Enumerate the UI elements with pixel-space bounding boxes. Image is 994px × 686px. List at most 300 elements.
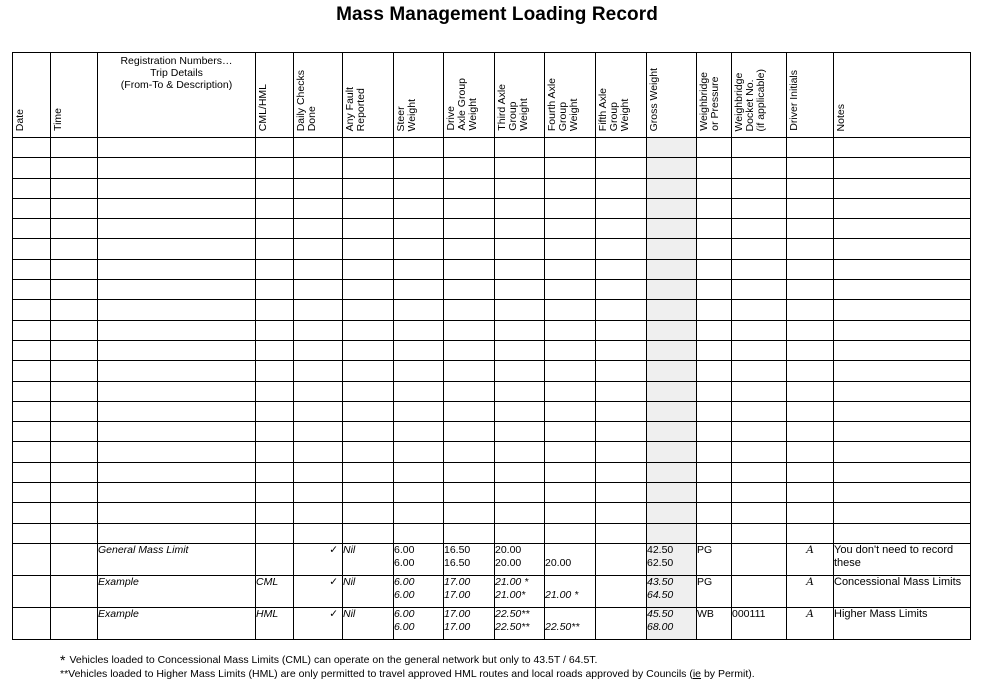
entry-cell[interactable] [444,178,495,198]
entry-cell[interactable] [495,503,545,523]
entry-cell[interactable] [256,523,294,543]
entry-cell[interactable] [596,422,647,442]
entry-cell[interactable] [495,462,545,482]
entry-cell[interactable] [13,361,51,381]
entry-cell[interactable] [787,381,834,401]
entry-cell[interactable] [834,178,971,198]
entry-cell[interactable] [394,300,444,320]
entry-cell[interactable] [294,138,343,158]
entry-cell[interactable] [647,462,697,482]
entry-cell[interactable] [697,259,732,279]
entry-cell[interactable] [98,158,256,178]
entry-cell[interactable] [545,523,596,543]
entry-cell[interactable] [444,442,495,462]
entry-cell[interactable] [98,259,256,279]
entry-cell[interactable] [495,280,545,300]
entry-cell[interactable] [343,320,394,340]
entry-cell[interactable] [256,401,294,421]
entry-cell[interactable] [787,300,834,320]
entry-cell[interactable] [545,340,596,360]
entry-cell[interactable] [834,138,971,158]
entry-cell[interactable] [51,462,98,482]
entry-cell[interactable] [596,219,647,239]
entry-cell[interactable] [596,361,647,381]
entry-cell[interactable] [13,320,51,340]
entry-cell[interactable] [394,158,444,178]
entry-cell[interactable] [13,239,51,259]
entry-cell[interactable] [98,219,256,239]
entry-cell[interactable] [343,340,394,360]
entry-cell[interactable] [98,178,256,198]
entry-cell[interactable] [13,198,51,218]
entry-cell[interactable] [787,442,834,462]
entry-cell[interactable] [51,259,98,279]
entry-cell[interactable] [545,259,596,279]
entry-cell[interactable] [787,198,834,218]
entry-cell[interactable] [256,361,294,381]
entry-cell[interactable] [394,523,444,543]
entry-cell[interactable] [834,198,971,218]
entry-cell[interactable] [834,462,971,482]
entry-cell[interactable] [256,239,294,259]
entry-cell[interactable] [394,442,444,462]
entry-cell[interactable] [13,523,51,543]
entry-cell[interactable] [394,178,444,198]
entry-cell[interactable] [294,483,343,503]
entry-cell[interactable] [787,178,834,198]
entry-cell[interactable] [98,300,256,320]
entry-cell[interactable] [51,300,98,320]
entry-cell[interactable] [647,503,697,523]
entry-cell[interactable] [596,462,647,482]
entry-cell[interactable] [545,320,596,340]
entry-cell[interactable] [545,198,596,218]
entry-cell[interactable] [647,300,697,320]
entry-cell[interactable] [647,483,697,503]
entry-cell[interactable] [697,462,732,482]
entry-cell[interactable] [98,198,256,218]
entry-cell[interactable] [732,259,787,279]
entry-cell[interactable] [495,239,545,259]
entry-cell[interactable] [13,381,51,401]
entry-cell[interactable] [787,219,834,239]
entry-cell[interactable] [256,300,294,320]
entry-cell[interactable] [294,340,343,360]
entry-cell[interactable] [13,219,51,239]
entry-cell[interactable] [834,280,971,300]
entry-cell[interactable] [256,178,294,198]
entry-cell[interactable] [732,178,787,198]
entry-cell[interactable] [834,442,971,462]
entry-cell[interactable] [834,300,971,320]
entry-cell[interactable] [13,280,51,300]
entry-cell[interactable] [444,138,495,158]
entry-cell[interactable] [647,259,697,279]
entry-cell[interactable] [51,361,98,381]
entry-cell[interactable] [51,503,98,523]
entry-cell[interactable] [834,503,971,523]
entry-cell[interactable] [732,219,787,239]
entry-cell[interactable] [596,320,647,340]
entry-cell[interactable] [444,462,495,482]
entry-cell[interactable] [787,320,834,340]
entry-cell[interactable] [495,259,545,279]
entry-cell[interactable] [294,300,343,320]
entry-cell[interactable] [256,503,294,523]
entry-cell[interactable] [647,219,697,239]
entry-cell[interactable] [732,198,787,218]
entry-cell[interactable] [787,158,834,178]
entry-cell[interactable] [13,483,51,503]
entry-cell[interactable] [732,158,787,178]
entry-cell[interactable] [697,381,732,401]
entry-cell[interactable] [495,300,545,320]
entry-cell[interactable] [394,401,444,421]
entry-cell[interactable] [444,280,495,300]
entry-cell[interactable] [256,462,294,482]
entry-cell[interactable] [697,280,732,300]
entry-cell[interactable] [495,523,545,543]
entry-cell[interactable] [394,320,444,340]
cell-time[interactable] [51,575,98,607]
entry-cell[interactable] [98,381,256,401]
entry-cell[interactable] [545,422,596,442]
entry-cell[interactable] [98,422,256,442]
entry-cell[interactable] [647,381,697,401]
entry-cell[interactable] [343,442,394,462]
entry-cell[interactable] [13,178,51,198]
entry-cell[interactable] [444,239,495,259]
entry-cell[interactable] [343,178,394,198]
entry-cell[interactable] [13,401,51,421]
entry-cell[interactable] [495,381,545,401]
entry-cell[interactable] [495,442,545,462]
entry-cell[interactable] [596,442,647,462]
entry-cell[interactable] [697,158,732,178]
entry-cell[interactable] [343,280,394,300]
entry-cell[interactable] [394,259,444,279]
entry-cell[interactable] [545,158,596,178]
entry-cell[interactable] [444,300,495,320]
entry-cell[interactable] [343,198,394,218]
entry-cell[interactable] [596,523,647,543]
entry-cell[interactable] [256,320,294,340]
entry-cell[interactable] [256,422,294,442]
entry-cell[interactable] [394,138,444,158]
entry-cell[interactable] [697,198,732,218]
entry-cell[interactable] [98,483,256,503]
entry-cell[interactable] [51,523,98,543]
entry-cell[interactable] [495,361,545,381]
entry-cell[interactable] [256,280,294,300]
entry-cell[interactable] [545,361,596,381]
entry-cell[interactable] [834,259,971,279]
entry-cell[interactable] [787,523,834,543]
entry-cell[interactable] [98,401,256,421]
entry-cell[interactable] [732,239,787,259]
cell-date[interactable] [13,575,51,607]
entry-cell[interactable] [13,138,51,158]
entry-cell[interactable] [545,442,596,462]
entry-cell[interactable] [394,381,444,401]
entry-cell[interactable] [834,381,971,401]
entry-cell[interactable] [697,300,732,320]
entry-cell[interactable] [545,381,596,401]
entry-cell[interactable] [647,422,697,442]
entry-cell[interactable] [294,422,343,442]
entry-cell[interactable] [732,138,787,158]
entry-cell[interactable] [294,523,343,543]
entry-cell[interactable] [732,300,787,320]
entry-cell[interactable] [51,320,98,340]
entry-cell[interactable] [444,503,495,523]
entry-cell[interactable] [294,239,343,259]
entry-cell[interactable] [495,483,545,503]
entry-cell[interactable] [98,361,256,381]
entry-cell[interactable] [256,442,294,462]
entry-cell[interactable] [394,483,444,503]
entry-cell[interactable] [444,219,495,239]
entry-cell[interactable] [256,198,294,218]
entry-cell[interactable] [256,381,294,401]
entry-cell[interactable] [787,280,834,300]
entry-cell[interactable] [51,138,98,158]
entry-cell[interactable] [394,361,444,381]
entry-cell[interactable] [343,381,394,401]
entry-cell[interactable] [444,523,495,543]
entry-cell[interactable] [444,198,495,218]
cell-date[interactable] [13,543,51,575]
entry-cell[interactable] [343,422,394,442]
entry-cell[interactable] [343,259,394,279]
entry-cell[interactable] [596,158,647,178]
entry-cell[interactable] [394,422,444,442]
entry-cell[interactable] [596,198,647,218]
entry-cell[interactable] [787,422,834,442]
entry-cell[interactable] [444,381,495,401]
entry-cell[interactable] [545,300,596,320]
entry-cell[interactable] [343,483,394,503]
entry-cell[interactable] [256,259,294,279]
entry-cell[interactable] [647,320,697,340]
entry-cell[interactable] [51,422,98,442]
entry-cell[interactable] [51,442,98,462]
entry-cell[interactable] [495,422,545,442]
entry-cell[interactable] [787,239,834,259]
entry-cell[interactable] [697,523,732,543]
entry-cell[interactable] [596,300,647,320]
entry-cell[interactable] [394,219,444,239]
entry-cell[interactable] [343,239,394,259]
entry-cell[interactable] [545,462,596,482]
entry-cell[interactable] [294,361,343,381]
entry-cell[interactable] [545,280,596,300]
entry-cell[interactable] [495,320,545,340]
entry-cell[interactable] [343,462,394,482]
entry-cell[interactable] [13,300,51,320]
cell-date[interactable] [13,607,51,639]
entry-cell[interactable] [444,401,495,421]
entry-cell[interactable] [343,158,394,178]
entry-cell[interactable] [834,219,971,239]
entry-cell[interactable] [294,219,343,239]
entry-cell[interactable] [343,300,394,320]
entry-cell[interactable] [294,381,343,401]
entry-cell[interactable] [647,239,697,259]
entry-cell[interactable] [647,198,697,218]
entry-cell[interactable] [98,340,256,360]
entry-cell[interactable] [732,483,787,503]
entry-cell[interactable] [834,340,971,360]
entry-cell[interactable] [51,381,98,401]
entry-cell[interactable] [51,401,98,421]
entry-cell[interactable] [394,280,444,300]
entry-cell[interactable] [51,340,98,360]
entry-cell[interactable] [732,361,787,381]
entry-cell[interactable] [294,198,343,218]
entry-cell[interactable] [545,401,596,421]
entry-cell[interactable] [732,503,787,523]
entry-cell[interactable] [697,483,732,503]
entry-cell[interactable] [256,158,294,178]
entry-cell[interactable] [444,340,495,360]
entry-cell[interactable] [787,138,834,158]
entry-cell[interactable] [834,239,971,259]
entry-cell[interactable] [13,462,51,482]
entry-cell[interactable] [732,422,787,442]
entry-cell[interactable] [787,340,834,360]
entry-cell[interactable] [732,280,787,300]
entry-cell[interactable] [98,138,256,158]
entry-cell[interactable] [98,320,256,340]
entry-cell[interactable] [787,361,834,381]
entry-cell[interactable] [13,422,51,442]
entry-cell[interactable] [495,178,545,198]
entry-cell[interactable] [51,280,98,300]
cell-time[interactable] [51,607,98,639]
entry-cell[interactable] [294,158,343,178]
entry-cell[interactable] [13,259,51,279]
entry-cell[interactable] [294,503,343,523]
entry-cell[interactable] [697,239,732,259]
entry-cell[interactable] [495,198,545,218]
entry-cell[interactable] [51,483,98,503]
entry-cell[interactable] [697,422,732,442]
entry-cell[interactable] [98,280,256,300]
entry-cell[interactable] [596,239,647,259]
entry-cell[interactable] [294,462,343,482]
entry-cell[interactable] [596,178,647,198]
entry-cell[interactable] [294,259,343,279]
entry-cell[interactable] [343,219,394,239]
entry-cell[interactable] [647,178,697,198]
entry-cell[interactable] [647,523,697,543]
entry-cell[interactable] [732,523,787,543]
entry-cell[interactable] [697,340,732,360]
entry-cell[interactable] [13,158,51,178]
entry-cell[interactable] [647,280,697,300]
entry-cell[interactable] [647,138,697,158]
entry-cell[interactable] [732,442,787,462]
entry-cell[interactable] [596,259,647,279]
entry-cell[interactable] [647,442,697,462]
entry-cell[interactable] [51,219,98,239]
entry-cell[interactable] [343,361,394,381]
entry-cell[interactable] [444,422,495,442]
entry-cell[interactable] [495,158,545,178]
entry-cell[interactable] [697,178,732,198]
entry-cell[interactable] [787,503,834,523]
entry-cell[interactable] [787,401,834,421]
entry-cell[interactable] [697,503,732,523]
entry-cell[interactable] [697,361,732,381]
entry-cell[interactable] [13,503,51,523]
entry-cell[interactable] [596,280,647,300]
entry-cell[interactable] [732,340,787,360]
entry-cell[interactable] [545,178,596,198]
entry-cell[interactable] [545,239,596,259]
entry-cell[interactable] [256,138,294,158]
entry-cell[interactable] [647,401,697,421]
entry-cell[interactable] [596,138,647,158]
entry-cell[interactable] [51,158,98,178]
entry-cell[interactable] [647,361,697,381]
entry-cell[interactable] [13,442,51,462]
entry-cell[interactable] [787,259,834,279]
entry-cell[interactable] [596,381,647,401]
entry-cell[interactable] [647,158,697,178]
entry-cell[interactable] [294,178,343,198]
entry-cell[interactable] [495,401,545,421]
entry-cell[interactable] [787,483,834,503]
entry-cell[interactable] [697,401,732,421]
entry-cell[interactable] [732,381,787,401]
entry-cell[interactable] [98,239,256,259]
cell-time[interactable] [51,543,98,575]
entry-cell[interactable] [294,320,343,340]
entry-cell[interactable] [697,442,732,462]
entry-cell[interactable] [545,219,596,239]
entry-cell[interactable] [444,483,495,503]
entry-cell[interactable] [343,401,394,421]
entry-cell[interactable] [495,340,545,360]
entry-cell[interactable] [444,158,495,178]
entry-cell[interactable] [495,138,545,158]
entry-cell[interactable] [51,198,98,218]
entry-cell[interactable] [834,422,971,442]
entry-cell[interactable] [545,503,596,523]
entry-cell[interactable] [545,138,596,158]
entry-cell[interactable] [444,320,495,340]
entry-cell[interactable] [787,462,834,482]
entry-cell[interactable] [294,401,343,421]
entry-cell[interactable] [394,503,444,523]
entry-cell[interactable] [394,462,444,482]
entry-cell[interactable] [732,462,787,482]
entry-cell[interactable] [343,503,394,523]
entry-cell[interactable] [98,462,256,482]
entry-cell[interactable] [51,239,98,259]
entry-cell[interactable] [256,340,294,360]
entry-cell[interactable] [394,198,444,218]
entry-cell[interactable] [444,259,495,279]
entry-cell[interactable] [732,320,787,340]
entry-cell[interactable] [294,442,343,462]
entry-cell[interactable] [834,361,971,381]
entry-cell[interactable] [256,483,294,503]
entry-cell[interactable] [834,401,971,421]
entry-cell[interactable] [394,340,444,360]
